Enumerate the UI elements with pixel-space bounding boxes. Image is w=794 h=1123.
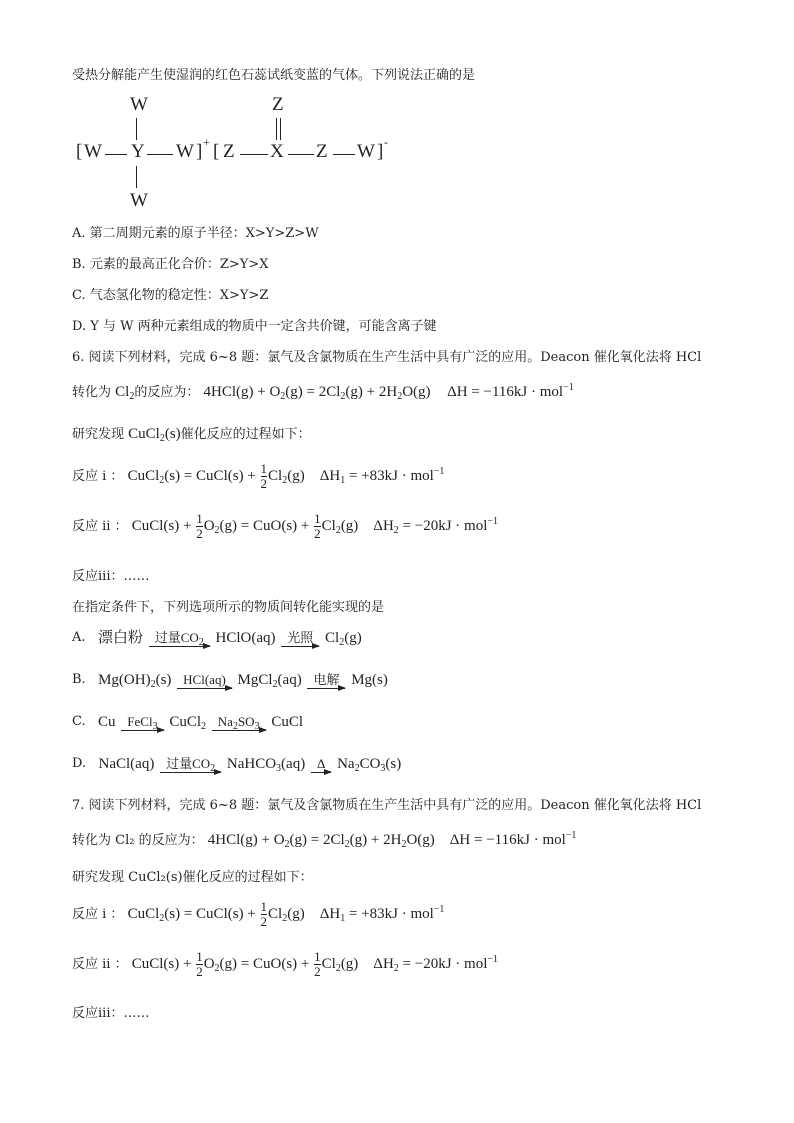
bond-z2-w3: [333, 154, 355, 155]
q5-option-b: B. 元素的最高正化合价：Z>Y>X: [72, 257, 269, 272]
struct-minus: -: [384, 135, 388, 149]
q6-option-d: D. NaCl(aq) 过量$CO_2$ NaHCO$_3$(aq) Δ $Na_2CO_3(s)$: [72, 756, 402, 774]
struct-z2: Z: [316, 141, 328, 162]
q7-research: 研究发现 CuCl₂(s)催化反应的过程如下：: [72, 870, 313, 885]
struct-w3: W: [357, 141, 375, 162]
struct-bracket-left: [: [76, 141, 83, 162]
q6-r2-label: 反应 ii ：: [72, 518, 128, 534]
q6-reaction-line: [72, 382, 574, 403]
bond-vertical-top: [136, 118, 137, 140]
q6-research-text: 研究发现: [72, 427, 125, 442]
bond-y-w2: [147, 154, 173, 155]
arrow-fecl3: FeCl$_3$: [121, 715, 163, 731]
ionic-structure-diagram: [72, 92, 412, 216]
arrow-hcl: HCl(aq): [177, 673, 232, 689]
q6-cucl2: CuCl$_2$(s): [128, 426, 181, 444]
bond-z1-x: [240, 154, 268, 155]
arrow-na2so3: $Na_2SO_3$: [212, 715, 266, 731]
struct-plus: +: [203, 135, 210, 149]
bond-x-z2: [288, 154, 314, 155]
q6-question: 在指定条件下，下列选项所示的物质间转化能实现的是: [72, 600, 385, 615]
struct-bracket-open2: [: [213, 141, 220, 162]
struct-bracket-close2: ]: [377, 141, 384, 162]
arrow-light: 光照: [281, 631, 319, 647]
q5-option-c: C. 气态氢化物的稳定性：X>Y>Z: [72, 288, 269, 303]
q7-reaction-3: 反应iii：……: [72, 1006, 150, 1021]
arrow-co2-a: 过量$CO_2$: [149, 631, 210, 647]
arrow-heat: Δ: [311, 757, 331, 773]
struct-y: Y: [131, 141, 145, 162]
q7-overall-equation: $4HCl(g) + O_2(g) = 2Cl_2(g) + 2H_2O(g)$ ΔH = −116kJ · mol$^{-1}$: [207, 830, 577, 850]
q6-dh: ΔH = −116kJ · mol$^{-1}$: [447, 382, 574, 400]
q6-r2-equation: CuCl(s) + $\frac{1}{2}$ $O_2(g) = CuO(s)$ + $\frac{1}{2}$ $Cl_2(g)$ $\Delta H_2 = -20kJ \cdot mol^{-1}$: [131, 511, 499, 541]
arrow-electrolysis: 电解: [307, 673, 345, 689]
q6-reaction-2: [72, 512, 498, 541]
struct-top-z: Z: [272, 94, 284, 115]
q7-reaction-2: 反应 ii ： CuCl(s) + $\frac{1}{2}$ $O_2(g) = CuO(s)$ + $\frac{1}{2}$ $Cl_2(g)$ $\Delta H_2 = -20kJ \cdot mol^{-1}$: [72, 949, 499, 979]
arrow-co2-d: 过量$CO_2$: [160, 757, 221, 773]
q6-cl2: $Cl_2$: [115, 384, 135, 402]
struct-w2: W: [176, 141, 194, 162]
q6-prefix: 转化为: [72, 385, 112, 400]
struct-bracket-close: ]: [196, 141, 203, 162]
q6-research: [72, 424, 311, 445]
q7-intro: 7. 阅读下列材料，完成 6~8 题：氯气及含氯物质在生产生活中具有广泛的应用。Deacon 催化氧化法将 HCl: [72, 798, 702, 813]
q6-option-c: C. Cu FeCl$_3$ CuCl$_2$ $Na_2SO_3$ CuCl: [72, 714, 304, 732]
q7-prefix: 转化为 Cl₂ 的反应为：: [72, 833, 204, 848]
q6-r1-label: 反应 i ：: [72, 468, 124, 484]
q6-option-a: A. 漂白粉 过量$CO_2$ HClO(aq) 光照 $Cl_2(g)$: [72, 630, 362, 648]
q6-reaction-1: [72, 462, 444, 491]
q6-overall-equation: $4HCl(g) + O_2(g) = 2Cl_2(g) + 2H_2O(g)$: [203, 384, 431, 402]
struct-top-w: W: [130, 94, 148, 115]
q5-stem: 受热分解能产生使湿润的红色石蕊试纸变蓝的气体。下列说法正确的是: [72, 68, 476, 83]
bond-vertical-bottom: [136, 166, 137, 188]
q5-option-a: A. 第二周期元素的原子半径：X>Y>Z>W: [72, 226, 319, 241]
q5-option-d: D. Y 与 W 两种元素组成的物质中一定含共价键，可能含离子键: [72, 319, 437, 334]
q7-reaction-1: 反应 i ： CuCl$_2$(s) = CuCl(s) + $\frac{1}{2}$ $Cl_2(g)$ $\Delta H_1 = +83kJ \cdot mol^{-1}$: [72, 899, 445, 929]
struct-z1: Z: [223, 141, 235, 162]
q6-intro: 6. 阅读下列材料，完成 6~8 题：氯气及含氯物质在生产生活中具有广泛的应用。Deacon 催化氧化法将 HCl: [72, 350, 702, 365]
struct-w1: W: [84, 141, 102, 162]
q6-mid: 的反应为：: [134, 385, 200, 400]
q6-research-tail: 催化反应的过程如下：: [180, 427, 311, 442]
bond-double-x-z: [276, 118, 281, 140]
struct-bottom-w: W: [130, 190, 148, 211]
bond-w1-y: [105, 154, 127, 155]
q6-reaction-3: 反应iii：……: [72, 569, 150, 584]
struct-x: X: [270, 141, 284, 162]
q7-reaction-line: [72, 830, 576, 851]
q6-option-b: B. $Mg(OH)_2(s)$ HCl(aq) MgCl$_2$(aq) 电解 Mg(s): [72, 672, 388, 690]
q6-r1-equation: CuCl$_2$(s) = CuCl(s) + $\frac{1}{2}$ $Cl_2(g)$ $\Delta H_1 = +83kJ \cdot mol^{-1}$: [127, 461, 445, 491]
